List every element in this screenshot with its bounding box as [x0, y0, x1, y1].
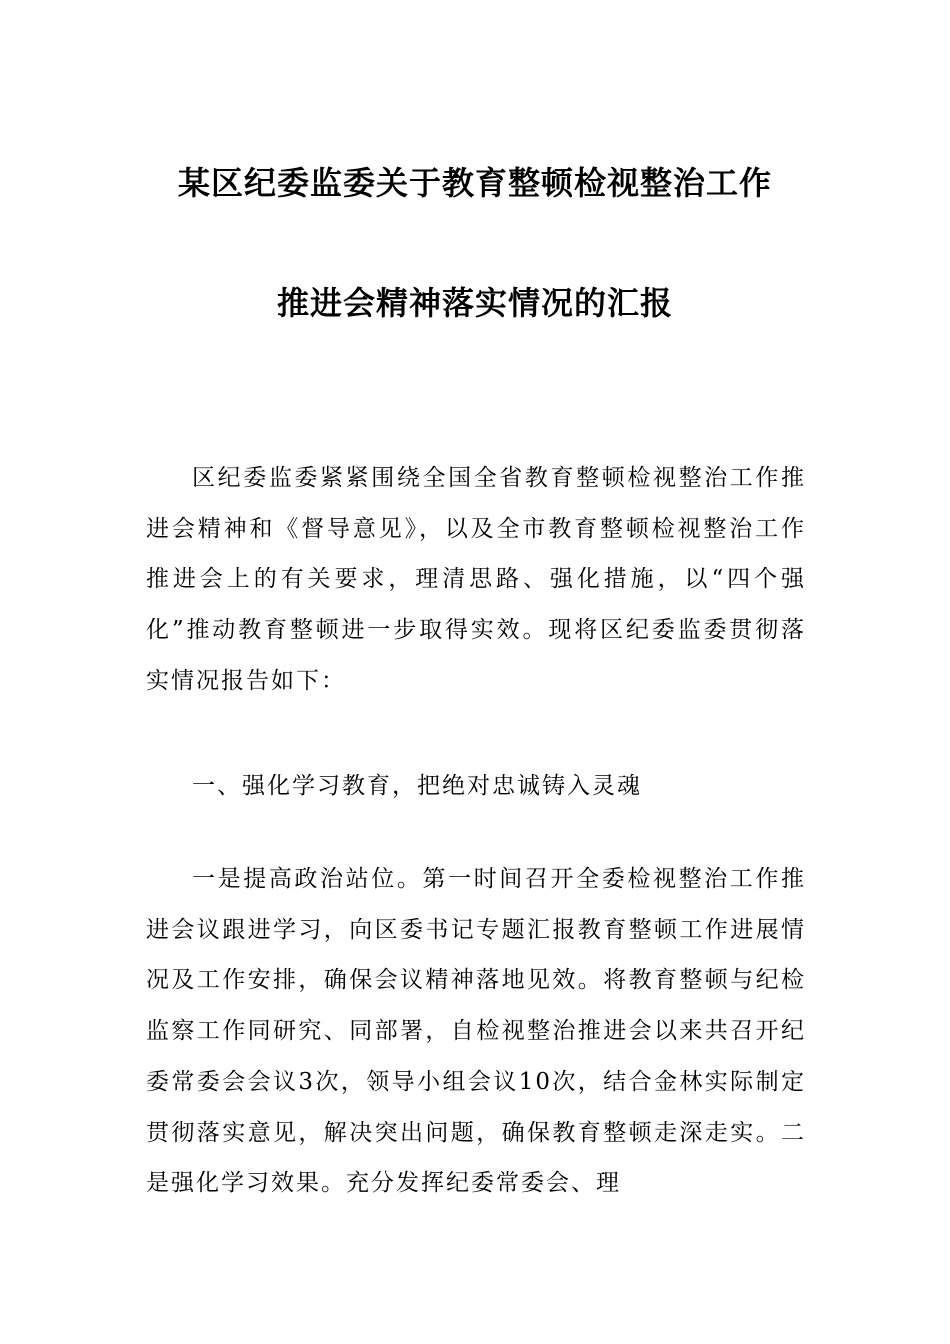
section-heading-1: 一、强化学习教育，把绝对忠诚铸入灵魂 [192, 773, 642, 799]
document-title-line-1: 某区纪委监委关于教育整顿检视整治工作 [177, 164, 772, 202]
section-1-paragraph: 一是提高政治站位。第一时间召开全委检视整治工作推进会议跟进学习，向区委书记专题汇报教育整顿工作进展情况及工作安排，确保会议精神落地见效。将教育整顿与纪检监察工作同研究、同部署，自检视整治推进会以来共召开纪委常委会会议3次，领导小组会议10次，结合金林实际制定贯彻落实意见，解决突出问题，确保教育整顿走深走实。二是强化学习效果。充分发挥纪委常委会、理 [146, 866, 806, 1197]
intro-paragraph: 区纪委监委紧紧围绕全国全省教育整顿检视整治工作推进会精神和《督导意见》，以及全市教育整顿检视整治工作推进会上的有关要求，理清思路、强化措施，以“四个强化”推动教育整顿进一步取得实效。现将区纪委监委贯彻落实情况报告如下： [146, 465, 806, 694]
document-title-line-2: 推进会精神落实情况的汇报 [276, 284, 673, 322]
